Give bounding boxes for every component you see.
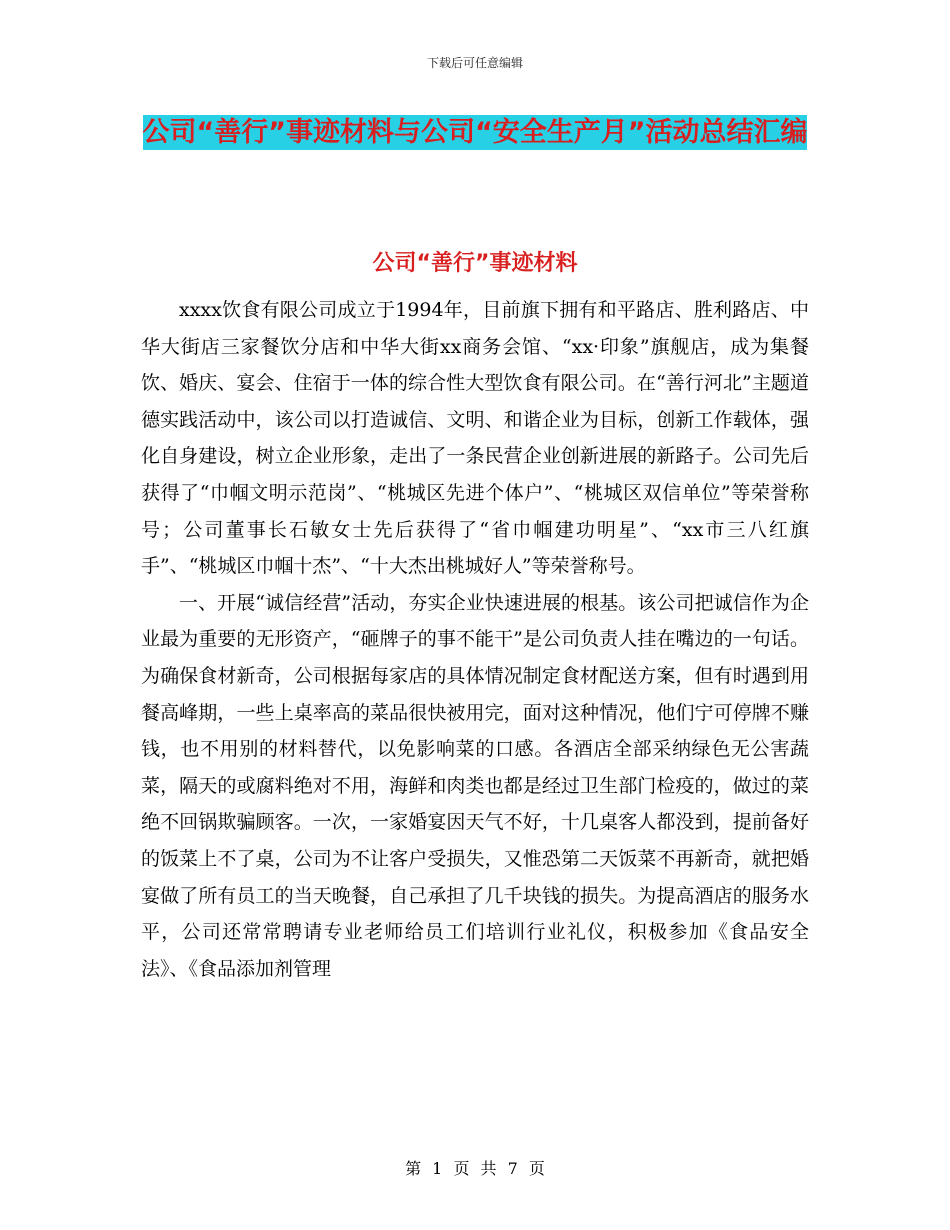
page-number-footer: 第 1 页 共 7 页 — [405, 1159, 545, 1178]
header-note: 下载后可任意编辑 — [426, 56, 523, 70]
section-title: 公司“善行”事迹材料 — [372, 251, 578, 276]
body-text — [141, 292, 809, 987]
paragraph-integrity: 一、开展“诚信经营”活动，夯实企业快速进展的根基。该公司把诚信作为企业最为重要的无形资产，“砸牌子的事不能干”是公司负责人挂在嘴边的一句话。为确保食材新奇，公司根据每家店的具体情况制定食材配送方案，但有时遇到用餐高峰期，一些上桌率高的菜品很快被用完，面对这种情况，他们宁可停牌不赚钱，也不用别的材料替代，以免影响菜的口感。各酒店全部采纳绿色无公害蔬菜，隔天的或腐料绝对不用，海鲜和肉类也都是经过卫生部门检疫的，做过的菜绝不回锅欺骗顾客。一次，一家婚宴因天气不好，十几桌客人都没到，提前备好的饭菜上不了桌，公司为不让客户受损失，又惟恐第二天饭菜不再新奇，就把婚宴做了所有员工的当天晚餐，自己承担了几千块钱的损失。为提高酒店的服务水平，公司还常常聘请专业老师给员工们培训行业礼仪，积极参加《食品安全法》、《食品添加剂管理 — [141, 591, 809, 980]
paragraph-intro: xxxx饮食有限公司成立于1994年，目前旗下拥有和平路店、胜利路店、中华大街店三家餐饮分店和中华大街xx商务会馆、“xx·印象”旗舰店，成为集餐饮、婚庆、宴会、住宿于一体的综合性大型饮食有限公司。在“善行河北”主题道德实践活动中，该公司以打造诚信、文明、和谐企业为目标，创新工作载体，强化自身建设，树立企业形象，走出了一条民营企业创新进展的新路子。公司先后获得了“巾帼文明示范岗”、“桃城区先进个体户”、“桃城区双信单位”等荣誉称号；公司董事长石敏女士先后获得了“省巾帼建功明星”、“xx市三八红旗手”、“桃城区巾帼十杰”、“十大杰出桃城好人”等荣誉称号。 — [141, 299, 809, 578]
document-title — [140, 106, 810, 159]
document-title-text: 公司“善行”事迹材料与公司“安全生产月”活动总结汇编 — [142, 117, 808, 148]
